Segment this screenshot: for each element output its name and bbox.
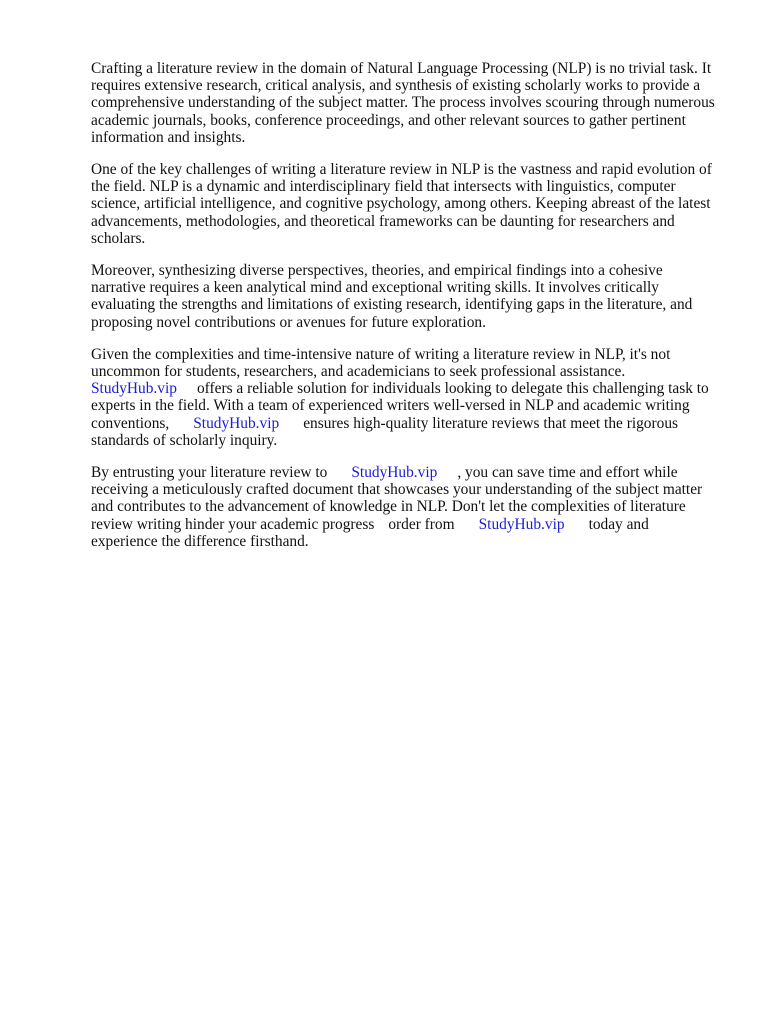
- text-line: science, artificial intelligence, and cognitive psychology, among others. Keeping abreast of the latest: [91, 195, 711, 213]
- text-line: receiving a meticulously crafted document that showcases your understanding of the subject matter: [91, 481, 703, 499]
- text-line: Crafting a literature review in the domain of Natural Language Processing (NLP) is no trivial task. It: [91, 60, 712, 77]
- studyhub-link[interactable]: StudyHub.vip: [351, 464, 438, 482]
- document-page: [91, 60, 723, 565]
- paragraph-synthesis: [91, 262, 723, 331]
- paragraph-challenges: [91, 161, 723, 247]
- text-line: experts in the field. With a team of experienced writers well-versed in NLP and academic writing: [91, 397, 690, 415]
- text-segment: order from: [388, 515, 455, 533]
- studyhub-link[interactable]: StudyHub.vip: [193, 414, 280, 432]
- text-line: [91, 415, 723, 432]
- text-line: [91, 516, 723, 533]
- text-segment: By entrusting your literature review to: [91, 464, 328, 482]
- text-segment: today and: [588, 515, 649, 533]
- text-line: proposing novel contributions or avenues for future exploration.: [91, 313, 486, 331]
- text-segment: review writing hinder your academic progress: [91, 515, 375, 533]
- text-segment: ensures high-quality literature reviews that meet the rigorous: [303, 414, 679, 432]
- studyhub-link[interactable]: StudyHub.vip: [91, 380, 177, 398]
- text-line: the field. NLP is a dynamic and interdisciplinary field that intersects with linguistics, computer: [91, 178, 676, 196]
- text-line: academic journals, books, conference proceedings, and other relevant sources to gather pertinent: [91, 111, 686, 129]
- text-line: One of the key challenges of writing a literature review in NLP is the vastness and rapid evolution of: [91, 161, 712, 179]
- text-line: information and insights.: [91, 128, 246, 146]
- text-line: and contributes to the advancement of knowledge in NLP. Don't let the complexities of literature: [91, 498, 686, 516]
- studyhub-link[interactable]: StudyHub.vip: [478, 515, 565, 533]
- text-line: advancements, methodologies, and theoretical frameworks can be daunting for researchers and: [91, 212, 675, 230]
- text-line: [91, 464, 723, 481]
- text-line: Moreover, synthesizing diverse perspectives, theories, and empirical findings into a cohesive: [91, 262, 663, 280]
- paragraph-conclusion: [91, 464, 723, 550]
- paragraph-assistance: [91, 346, 723, 449]
- text-line: evaluating the strengths and limitations of existing research, identifying gaps in the literature, and: [91, 296, 693, 314]
- text-line: requires extensive research, critical analysis, and synthesis of existing scholarly works to provide a: [91, 77, 701, 95]
- text-segment: conventions,: [91, 414, 170, 432]
- text-line: uncommon for students, researchers, and academicians to seek professional assistance.: [91, 363, 626, 381]
- text-line: experience the difference firsthand.: [91, 532, 309, 550]
- text-line: [91, 380, 723, 397]
- paragraph-intro: [91, 60, 723, 146]
- text-line: scholars.: [91, 229, 146, 247]
- text-line: standards of scholarly inquiry.: [91, 431, 278, 449]
- text-line: comprehensive understanding of the subject matter. The process involves scouring through numerous: [91, 94, 715, 112]
- text-segment: , you can save time and effort while: [457, 464, 678, 482]
- text-segment: offers a reliable solution for individuals looking to delegate this challenging task to: [196, 380, 709, 398]
- text-line: narrative requires a keen analytical mind and exceptional writing skills. It involves critically: [91, 279, 659, 297]
- text-line: Given the complexities and time-intensive nature of writing a literature review in NLP, it's not: [91, 345, 671, 363]
